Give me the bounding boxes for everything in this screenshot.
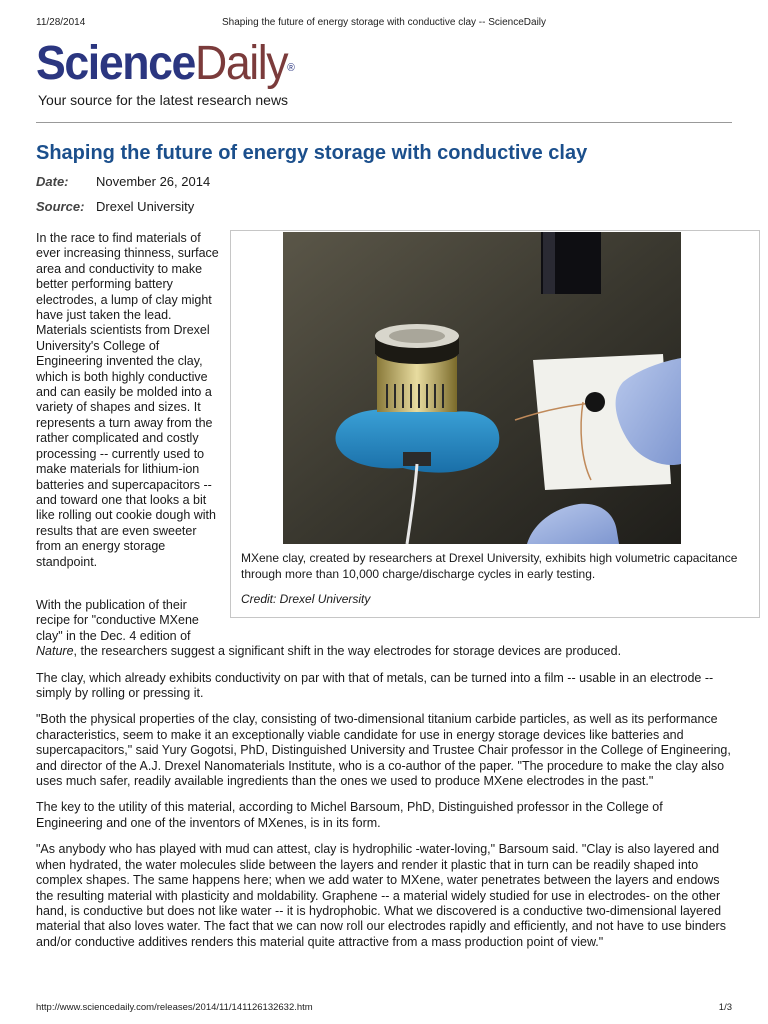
article-headline: Shaping the future of energy storage with conductive clay [36, 142, 588, 164]
journal-name: Nature [36, 644, 74, 659]
logo-daily: Daily [194, 37, 288, 90]
paragraph-barsoum-intro: The key to the utility of this material, according to Michel Barsoum, PhD, Distinguished professor in the College of Engineering and one of the inventors of MXenes, is in its form. [36, 800, 663, 830]
article-url-link[interactable]: http://www.sciencedaily.com/releases/2014/11/141126132632.htm [36, 1002, 313, 1013]
lead-column [36, 231, 220, 579]
print-header [36, 17, 732, 31]
paragraph-barsoum-quote: "As anybody who has played with mud can attest, clay is hydrophilic -water-loving," Barsoum said. "Clay is also layered and when hydrated, the water molecules slide between the layers and render it plastic that in turn can be readily shaped into complex shapes. The same happens here; when we add water to MXene, water penetrates between the layers and endows the resulting material with plasticity and moldability. Graphene -- a material widely studied for use in electrodes- on the other hand, is conductive but does not like water -- it is hydrophobic. What we discovered is a conductive two-dimensional layered material that also loves water. The fact that we can now roll our electrodes rapidly and efficiently, and not have to use binders and/or conductive additives renders this material quite attractive from a mass production point of view." [36, 842, 726, 949]
source-value: Drexel University [96, 199, 195, 214]
logo-science: Science [36, 37, 195, 90]
paragraph-publication [36, 644, 732, 659]
mxene-clay-photo [283, 232, 681, 544]
registered-mark: ® [287, 62, 295, 74]
lead-paragraph: In the race to find materials of ever increasing thinness, surface area and conductivity to make better performing battery electrodes, a lump of clay might have just taken the lead. Materials scientists from Drexel University's College of Engineering invented the clay, which is both highly conductive and can easily be molded into a variety of shapes and sizes. It represents a turn away from the rather complicated and costly processing -- currently used to make materials for lithium-ion batteries and supercapacitors -- and toward one that looks a bit like rolling out cookie dough with results that are even sweeter from an energy storage standpoint. [36, 231, 219, 569]
paragraph-publication-intro: With the publication of their recipe for "conductive MXene clay" in the Dec. 4 edition of [36, 598, 199, 643]
sciencedaily-logo[interactable] [36, 36, 295, 92]
print-page-title: Shaping the future of energy storage with conductive clay -- ScienceDaily [221, 17, 547, 28]
article-figure [230, 230, 760, 618]
figure-credit: Credit: Drexel University [241, 592, 371, 606]
page-number: 1/3 [718, 1002, 732, 1013]
print-footer [36, 1002, 732, 1014]
paragraph-conductivity: The clay, which already exhibits conductivity on par with that of metals, can be turned into a film -- usable in an electrode -- simply by rolling or pressing it. [36, 670, 714, 701]
paragraph-gogotsi-quote: "Both the physical properties of the clay, consisting of two-dimensional titanium carbide particles, as well as its performance characteristics, seem to make it an exceptionally viable candidate for use in energy storage devices like batteries and supercapacitors," said Yury Gogotsi, PhD, Distinguished University and Trustee Chair professor in the College of Engineering, and director of the A.J. Drexel Nanomaterials Institute, who is a co-author of the paper. "The procedure to make the clay also uses much safer, readily available ingredients than the ones we used to produce MXene electrodes in the past." [36, 712, 731, 789]
site-tagline: Your source for the latest research news [38, 92, 289, 108]
source-label: Source: [36, 199, 85, 214]
article-body [36, 598, 732, 961]
date-label: Date: [36, 174, 69, 189]
print-date: 11/28/2014 [36, 17, 86, 28]
figure-caption: MXene clay, created by researchers at Drexel University, exhibits high volumetric capacitance through more than 10,000 charge/discharge cycles in early testing. [241, 551, 738, 581]
paragraph-publication-rest: , the researchers suggest a significant shift in the way electrodes for storage devices are produced. [73, 644, 622, 659]
date-value: November 26, 2014 [96, 174, 211, 189]
header-divider [36, 122, 732, 123]
